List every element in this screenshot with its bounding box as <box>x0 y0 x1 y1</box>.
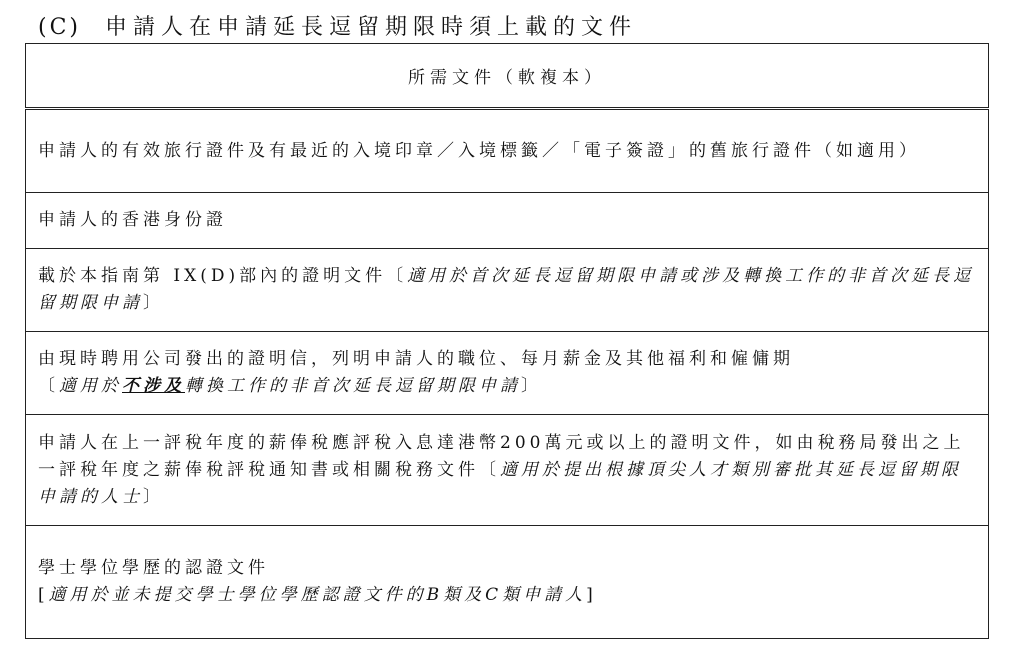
item-text: 申請人在上一評稅年度的薪俸稅應評稅入息達港幣200萬元或以上的證明文件，如由稅務局發出之上一評稅年度之薪俸稅評稅通知書或相關稅務文件〔 <box>38 432 965 480</box>
table-row <box>26 332 989 415</box>
item-note-close: 〕 <box>143 293 164 313</box>
item-text: 載於本指南第 IX(D)部內的證明文件〔 <box>38 266 408 286</box>
document-item-supporting-documents <box>26 249 989 332</box>
table-row <box>26 415 989 526</box>
table-row <box>26 193 989 249</box>
table-header-row <box>26 44 989 109</box>
table-row <box>26 526 989 639</box>
document-item-employer-letter <box>26 332 989 415</box>
item-note-open: [ <box>38 585 49 605</box>
document-item-travel-document <box>26 109 989 193</box>
item-note-emphasis: 不涉及 <box>122 376 185 396</box>
table-row <box>26 109 989 193</box>
item-text: 學士學位學歷的認證文件 <box>38 558 269 578</box>
item-text: 申請人的有效旅行證件及有最近的入境印章／入境標籤／「電子簽證」的舊旅行證件（如適用） <box>38 140 920 161</box>
item-note: 適用於 <box>59 376 122 396</box>
item-note-open: 〔 <box>38 376 59 396</box>
document-item-degree-certification <box>26 526 989 639</box>
required-documents-table <box>25 43 989 639</box>
section-heading <box>38 10 637 41</box>
item-note: 適用於提出根據頂尖人才類別審批其延長逗留期限申請的人士 <box>38 459 962 507</box>
item-note: 適用於首次延長逗留期限申請或涉及轉換工作的非首次延長逗留期限申請 <box>38 266 975 313</box>
item-text: 申請人的香港身份證 <box>38 210 227 230</box>
section-label: (C) <box>38 15 81 40</box>
table-row <box>26 249 989 332</box>
document-item-hkid <box>26 193 989 249</box>
item-note: 轉換工作的非首次延長逗留期限申請 <box>185 376 521 396</box>
document-item-tax-proof <box>26 415 989 526</box>
item-note-close: 〕 <box>521 376 542 396</box>
item-text: 由現時聘用公司發出的證明信，列明申請人的職位、每月薪金及其他福利和僱傭期 <box>38 349 794 369</box>
table-header-cell: 所需文件（軟複本） <box>26 44 989 109</box>
item-note-close: ] <box>586 585 597 605</box>
section-title-text: 申請人在申請延長逗留期限時須上載的文件 <box>105 15 638 40</box>
item-note-close: 〕 <box>143 486 164 507</box>
item-note: 適用於並未提交學士學位學歷認證文件的B類及C類申請人 <box>48 585 587 605</box>
